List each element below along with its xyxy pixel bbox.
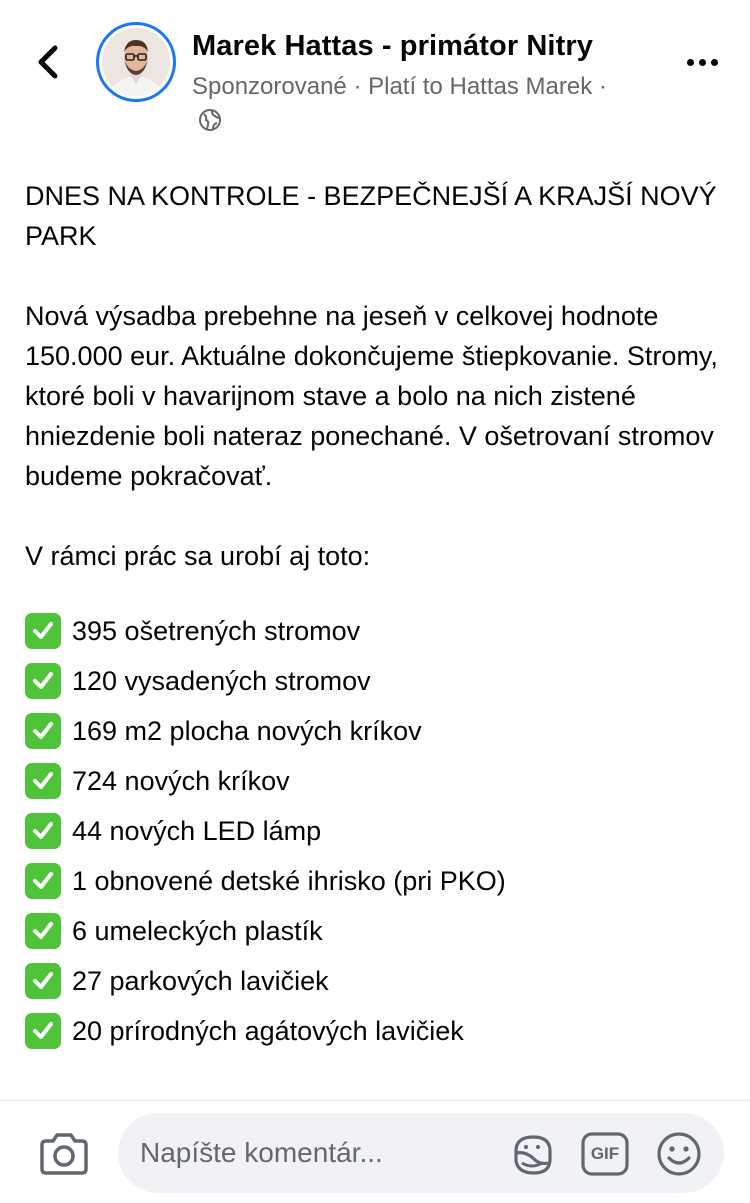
sponsored-label: Sponzorované · Platí to Hattas Marek · <box>192 73 607 100</box>
list-item-text: 120 vysadených stromov <box>72 666 371 696</box>
list-item <box>25 856 725 906</box>
post-headline: DNES NA KONTROLE - BEZPEČNEJŠÍ A KRAJŠÍ NOVÝ PARK <box>25 181 717 251</box>
check-mark-icon <box>25 863 61 899</box>
emoji-button[interactable] <box>654 1129 704 1179</box>
comment-input[interactable] <box>140 1113 500 1193</box>
list-item <box>25 806 725 856</box>
list-item-text: 1 obnovené detské ihrisko (pri PKO) <box>72 866 506 896</box>
post-meta <box>192 70 612 142</box>
profile-avatar[interactable] <box>96 22 176 102</box>
comment-bar <box>0 1100 750 1203</box>
post-header <box>0 0 750 150</box>
check-mark-icon <box>25 663 61 699</box>
more-options-button[interactable] <box>680 48 724 76</box>
emoji-icon <box>654 1129 704 1179</box>
list-item <box>25 656 725 706</box>
post-paragraph: Nová výsadba prebehne na jeseň v celkovej hodnote 150.000 eur. Aktuálne dokončujeme štiepkovanie. Stromy, ktoré boli v havarijnom stave a bolo na nich zistené hniezdenie boli nateraz ponechané. V ošetrovaní stromov budeme pokračovať. <box>25 301 718 491</box>
check-mark-icon <box>25 613 61 649</box>
check-mark-icon <box>25 913 61 949</box>
avatar-image <box>102 28 170 96</box>
list-item-text: 169 m2 plocha nových kríkov <box>72 716 422 746</box>
list-item <box>25 756 725 806</box>
list-item-text: 44 nových LED lámp <box>72 816 322 846</box>
list-item <box>25 606 725 656</box>
list-item <box>25 906 725 956</box>
sticker-icon <box>508 1129 558 1179</box>
post-intro: V rámci prác sa urobí aj toto: <box>25 541 371 571</box>
list-item-text: 20 prírodných agátových lavičiek <box>72 1016 464 1046</box>
camera-button[interactable] <box>38 1131 90 1177</box>
check-mark-icon <box>25 813 61 849</box>
list-item <box>25 956 725 1006</box>
check-mark-icon <box>25 1013 61 1049</box>
back-button[interactable] <box>28 40 68 84</box>
checklist <box>25 606 725 1056</box>
list-item-text: 395 ošetrených stromov <box>72 616 361 646</box>
more-horizontal-icon <box>687 59 718 66</box>
check-mark-icon <box>25 763 61 799</box>
camera-icon <box>38 1131 90 1177</box>
chevron-left-icon <box>35 44 61 80</box>
post-body <box>25 176 725 1056</box>
check-mark-icon <box>25 713 61 749</box>
list-item-text: 724 nových kríkov <box>72 766 290 796</box>
list-item <box>25 1006 725 1056</box>
comment-box <box>118 1113 724 1193</box>
list-item-text: 27 parkových lavičiek <box>72 966 329 996</box>
gif-label: GIF <box>590 1144 620 1163</box>
list-item <box>25 706 725 756</box>
check-mark-icon <box>25 963 61 999</box>
gif-button[interactable] <box>580 1131 630 1177</box>
globe-icon <box>198 108 222 142</box>
sticker-button[interactable] <box>508 1129 558 1179</box>
list-item-text: 6 umeleckých plastík <box>72 916 323 946</box>
page-name[interactable]: Marek Hattas - primátor Nitry <box>192 30 593 62</box>
